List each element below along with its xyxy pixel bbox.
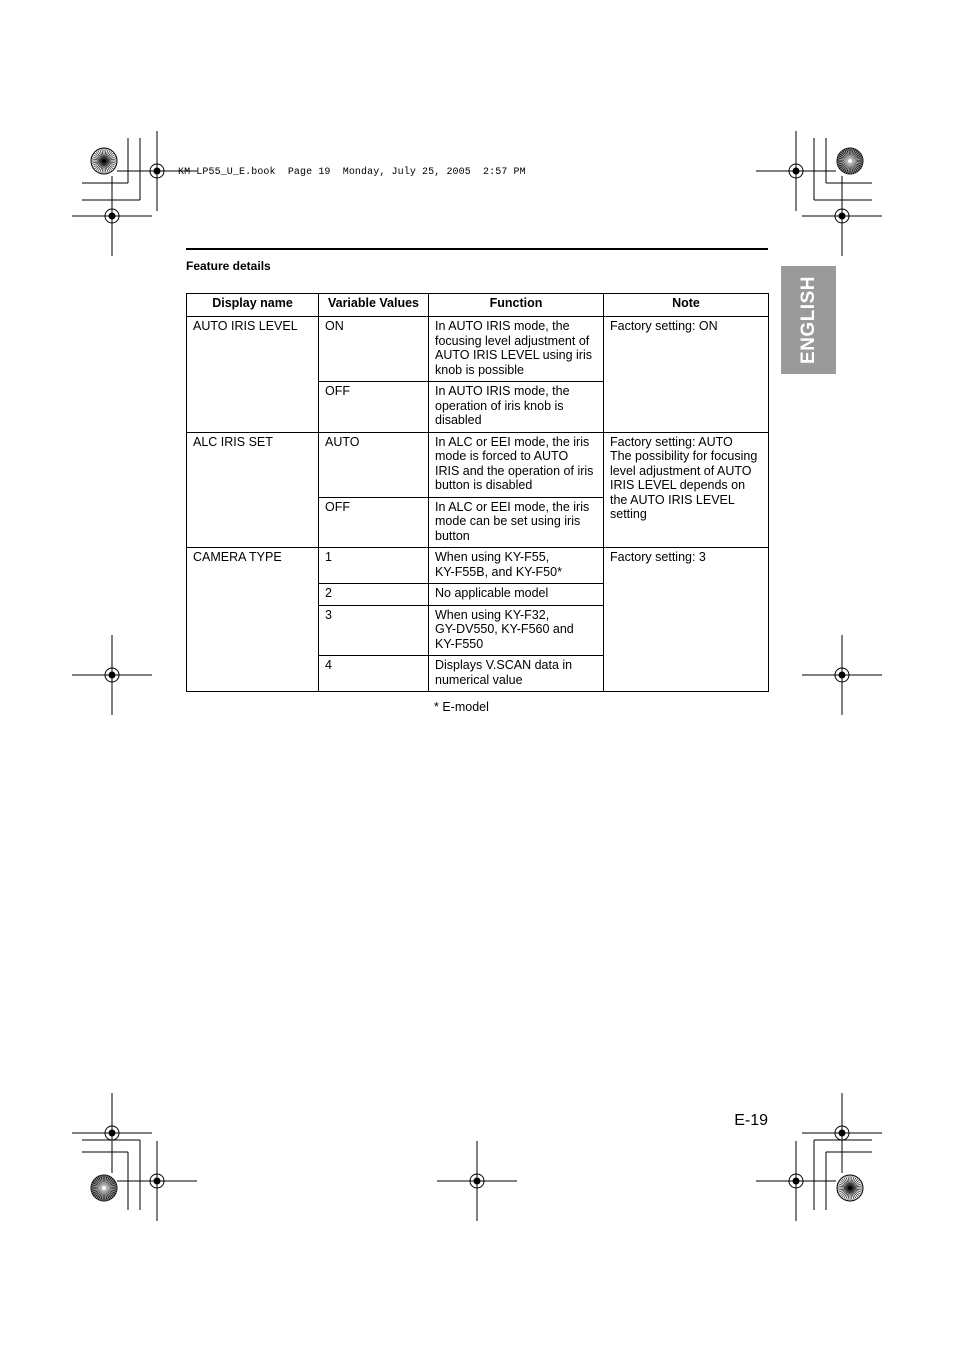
display-name-cell: CAMERA TYPE xyxy=(187,548,319,692)
footnote: * E-model xyxy=(434,700,489,714)
note-cell: Factory setting: 3 xyxy=(604,548,769,692)
language-tab xyxy=(781,266,836,374)
note-cell: Factory setting: ON xyxy=(604,317,769,433)
variable-value-cell: 4 xyxy=(319,656,429,692)
function-cell: In AUTO IRIS mode, the operation of iris knob is disabled xyxy=(429,382,604,433)
book-file-header: KM-LP55_U_E.book Page 19 Monday, July 25, 2005 2:57 PM xyxy=(178,167,526,178)
page-number: E-19 xyxy=(734,1112,768,1129)
function-cell: In ALC or EEI mode, the iris mode is forced to AUTO IRIS and the operation of iris button is disabled xyxy=(429,432,604,497)
section-title: Feature details xyxy=(186,259,271,273)
variable-value-cell: 1 xyxy=(319,548,429,584)
top-rule xyxy=(186,248,768,250)
header-note: Note xyxy=(604,294,769,317)
variable-value-cell: AUTO xyxy=(319,432,429,497)
table-row xyxy=(187,548,769,584)
function-cell: When using KY-F55, KY-F55B, and KY-F50* xyxy=(429,548,604,584)
table-row xyxy=(187,317,769,382)
variable-value-cell: 2 xyxy=(319,584,429,606)
variable-value-cell: OFF xyxy=(319,382,429,433)
function-cell: When using KY-F32, GY-DV550, KY-F560 and KY-F550 xyxy=(429,605,604,656)
header-variable-values: Variable Values xyxy=(319,294,429,317)
header-display-name: Display name xyxy=(187,294,319,317)
function-cell: No applicable model xyxy=(429,584,604,606)
language-tab-label: ENGLISH xyxy=(797,276,819,364)
variable-value-cell: 3 xyxy=(319,605,429,656)
feature-details-table xyxy=(186,293,769,692)
function-cell: In ALC or EEI mode, the iris mode can be set using iris button xyxy=(429,497,604,548)
variable-value-cell: ON xyxy=(319,317,429,382)
display-name-cell: AUTO IRIS LEVEL xyxy=(187,317,319,433)
function-cell: Displays V.SCAN data in numerical value xyxy=(429,656,604,692)
display-name-cell: ALC IRIS SET xyxy=(187,432,319,548)
table-header-row xyxy=(187,294,769,317)
variable-value-cell: OFF xyxy=(319,497,429,548)
function-cell: In AUTO IRIS mode, the focusing level adjustment of AUTO IRIS LEVEL using iris knob is possible xyxy=(429,317,604,382)
table-row xyxy=(187,432,769,497)
header-function: Function xyxy=(429,294,604,317)
note-cell: Factory setting: AUTO The possibility for focusing level adjustment of AUTO IRIS LEVEL depends on the AUTO IRIS LEVEL setting xyxy=(604,432,769,548)
